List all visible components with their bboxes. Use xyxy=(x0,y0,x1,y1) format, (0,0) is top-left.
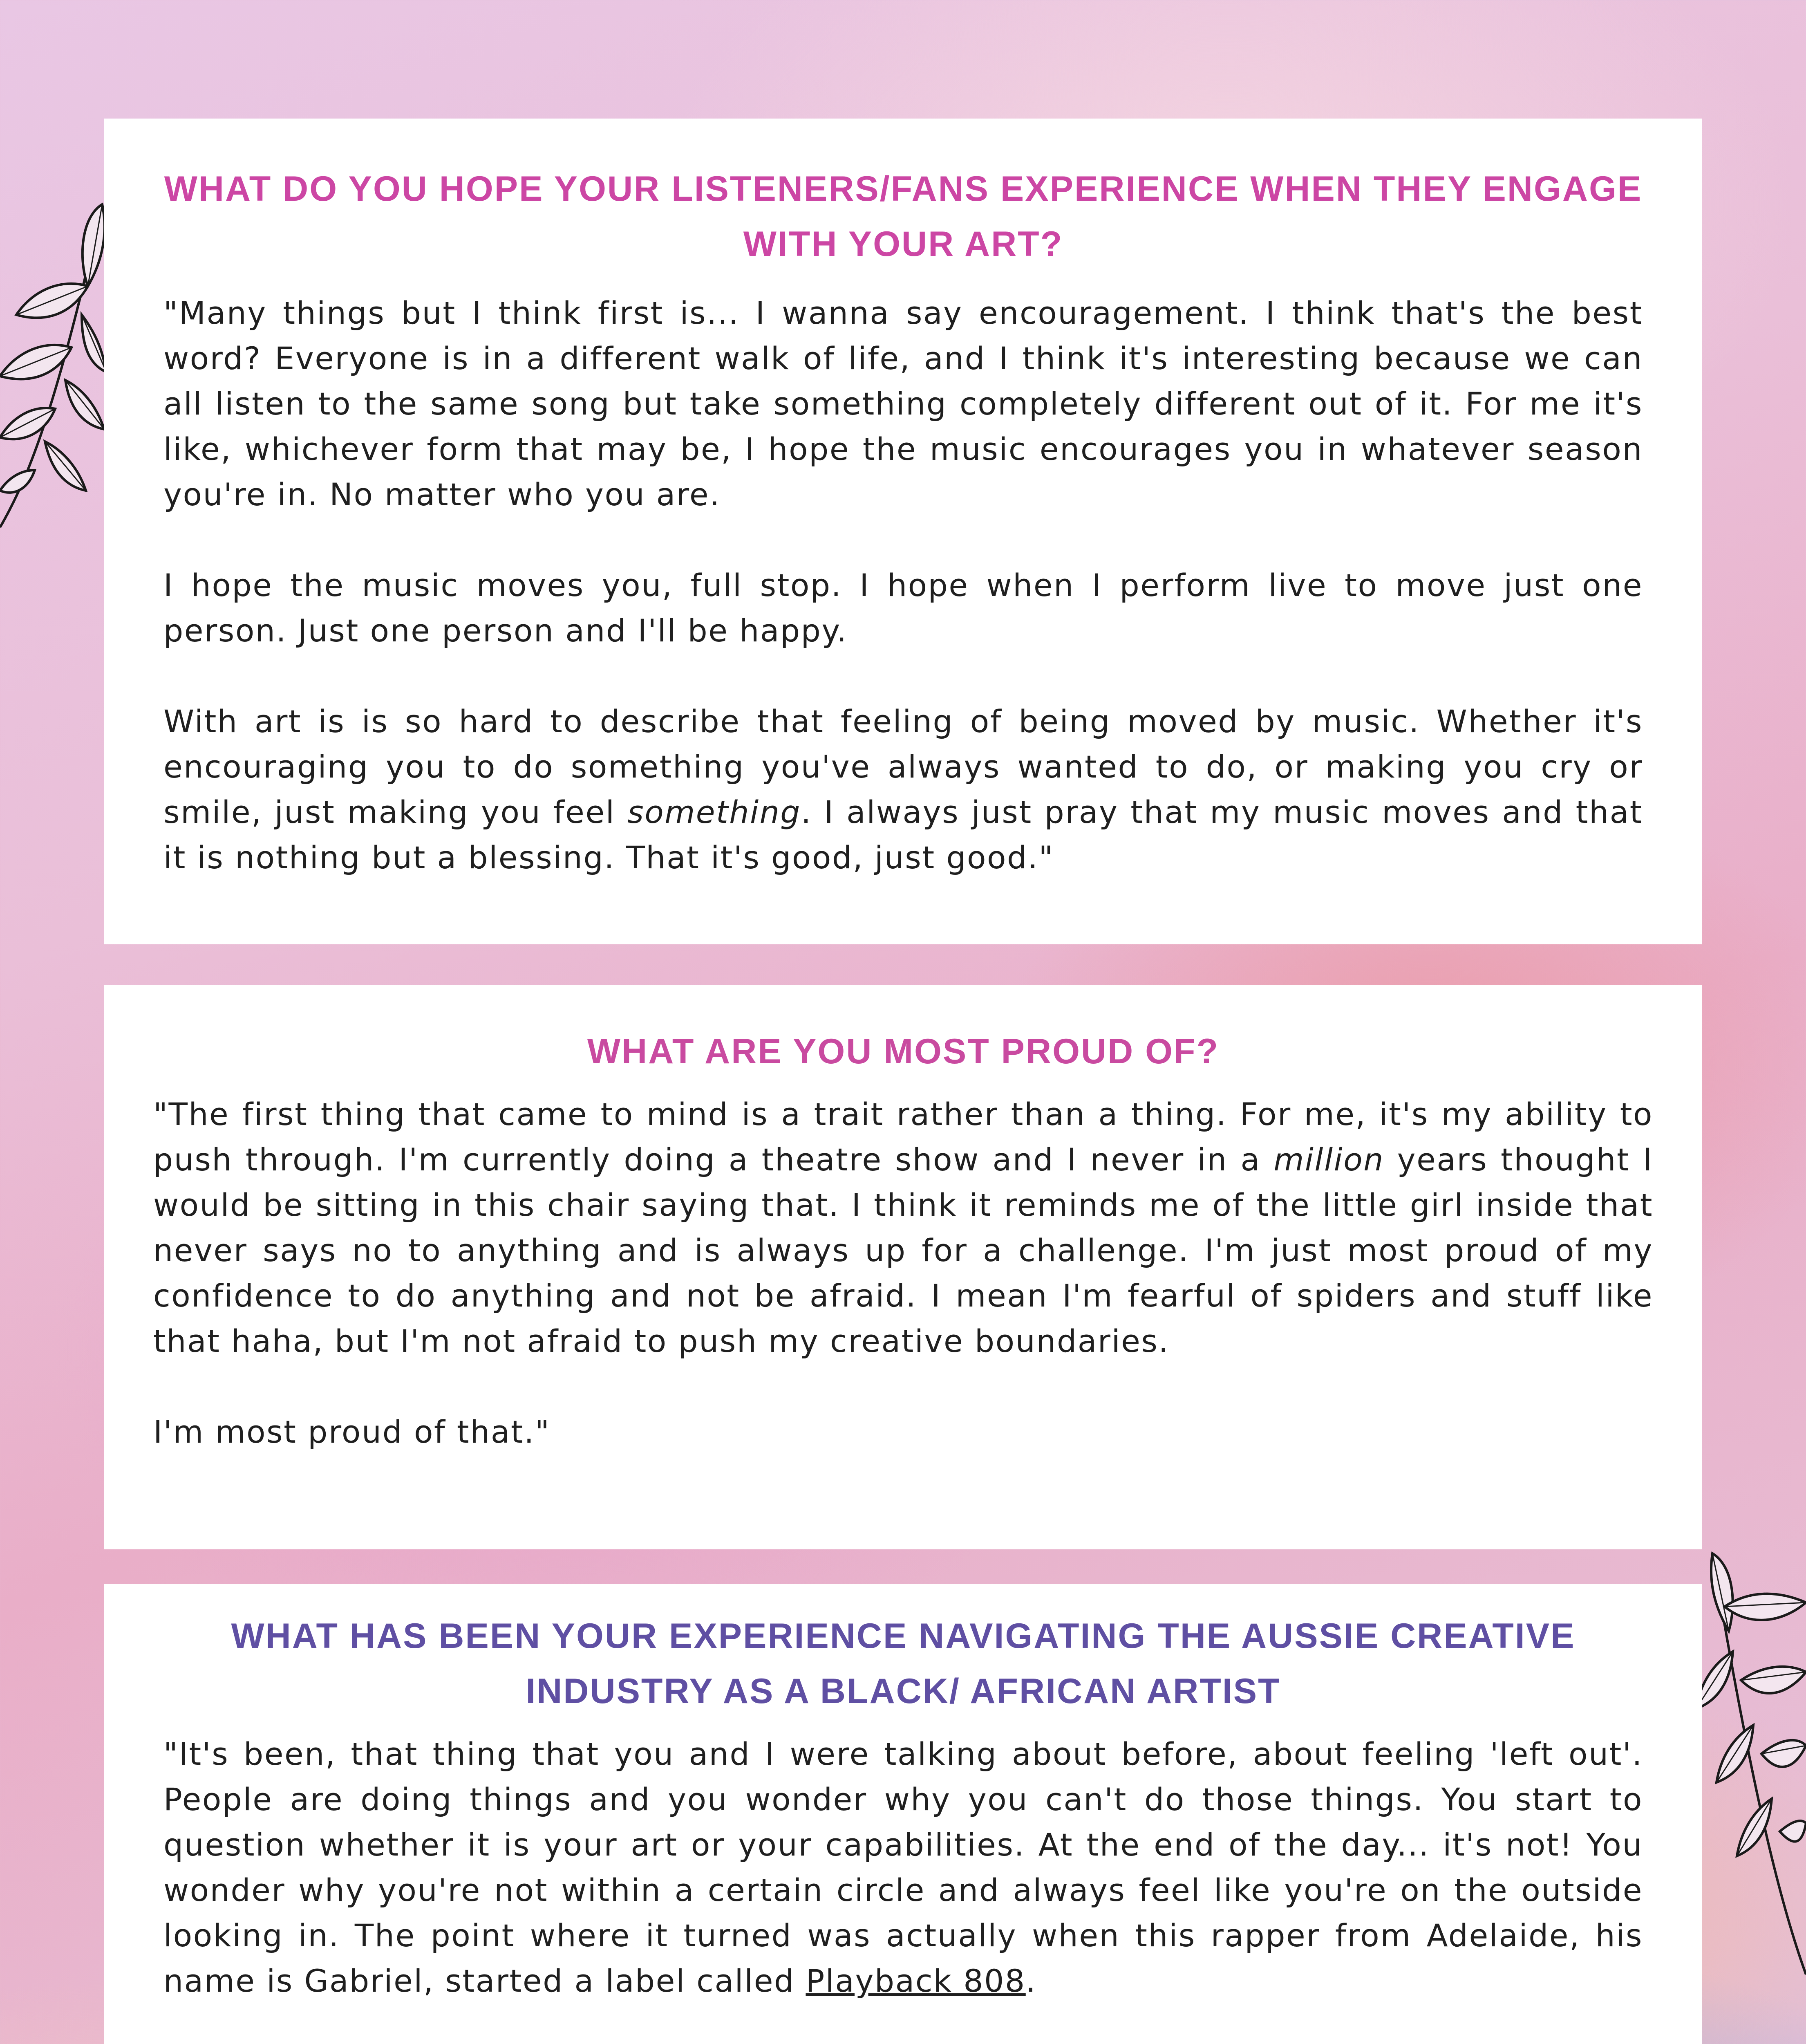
answer-paragraph: I'm most proud of that." xyxy=(153,1414,551,1450)
section-heading: WHAT DO YOU HOPE YOUR LISTENERS/FANS EXPERIENCE WHEN THEY ENGAGE WITH YOUR ART? xyxy=(164,169,1643,264)
answer-body xyxy=(163,1731,1643,2044)
answer-paragraph: "It's been, that thing that you and I were talking about before, about feeling 'left out'. People are doing things and you wonder why you can't do those things. You start to question whether it is your art or your capabilities. At the end of the day... it's not! You wonder why you're not within a certain circle and always feel like you're on the outside looking in. The point where it turned was actually when this rapper from Adelaide, his name is Gabriel, started a label called Playback 808. xyxy=(163,1736,1643,1999)
section-heading: WHAT HAS BEEN YOUR EXPERIENCE NAVIGATING THE AUSSIE CREATIVE INDUSTRY AS A BLACK/ AFRICAN ARTIST xyxy=(231,1616,1575,1711)
fern-leaf-icon xyxy=(0,192,110,601)
emphasis-text: something xyxy=(627,794,801,830)
fern-leaf-icon xyxy=(1696,1545,1806,1995)
answer-paragraph: With art is is so hard to describe that feeling of being moved by music. Whether it's encouraging you to do something you've always wanted to do, or making you cry or smile, just making you feel something. I always just pray that my music moves and that it is nothing but a blessing. That it's good, just good." xyxy=(163,703,1643,876)
answer-paragraph: "The first thing that came to mind is a trait rather than a thing. For me, it's my ability to push through. I'm currently doing a theatre show and I never in a million years thought I would be sitting in this chair saying that. I think it reminds me of the little girl inside that never says no to anything and is always up for a challenge. I'm just most proud of my confidence to do anything and not be afraid. I mean I'm fearful of spiders and stuff like that haha, but I'm not afraid to push my creative boundaries. xyxy=(153,1096,1653,1359)
answer-body xyxy=(163,290,1643,880)
answer-paragraph: "Many things but I think first is... I wanna say encouragement. I think that's the best word? Everyone is in a different walk of life, and I think it's interesting because we can all listen to the same song but take something completely different out of it. For me it's like, whichever form that may be, I hope the music encourages you in whatever season you're in. No matter who you are. xyxy=(163,295,1643,513)
emphasis-text: million xyxy=(1273,1141,1384,1178)
answer-paragraph: I hope the music moves you, full stop. I hope when I perform live to move just one person. Just one person and I'll be happy. xyxy=(163,567,1643,649)
question-card-industry xyxy=(104,1584,1702,2044)
question-card-experience xyxy=(104,119,1702,944)
answer-body xyxy=(153,1091,1653,1455)
question-card-proud xyxy=(104,985,1702,1549)
section-heading: WHAT ARE YOU MOST PROUD OF? xyxy=(587,1032,1220,1071)
playback-808-link[interactable]: Playback 808 xyxy=(806,1963,1026,1999)
